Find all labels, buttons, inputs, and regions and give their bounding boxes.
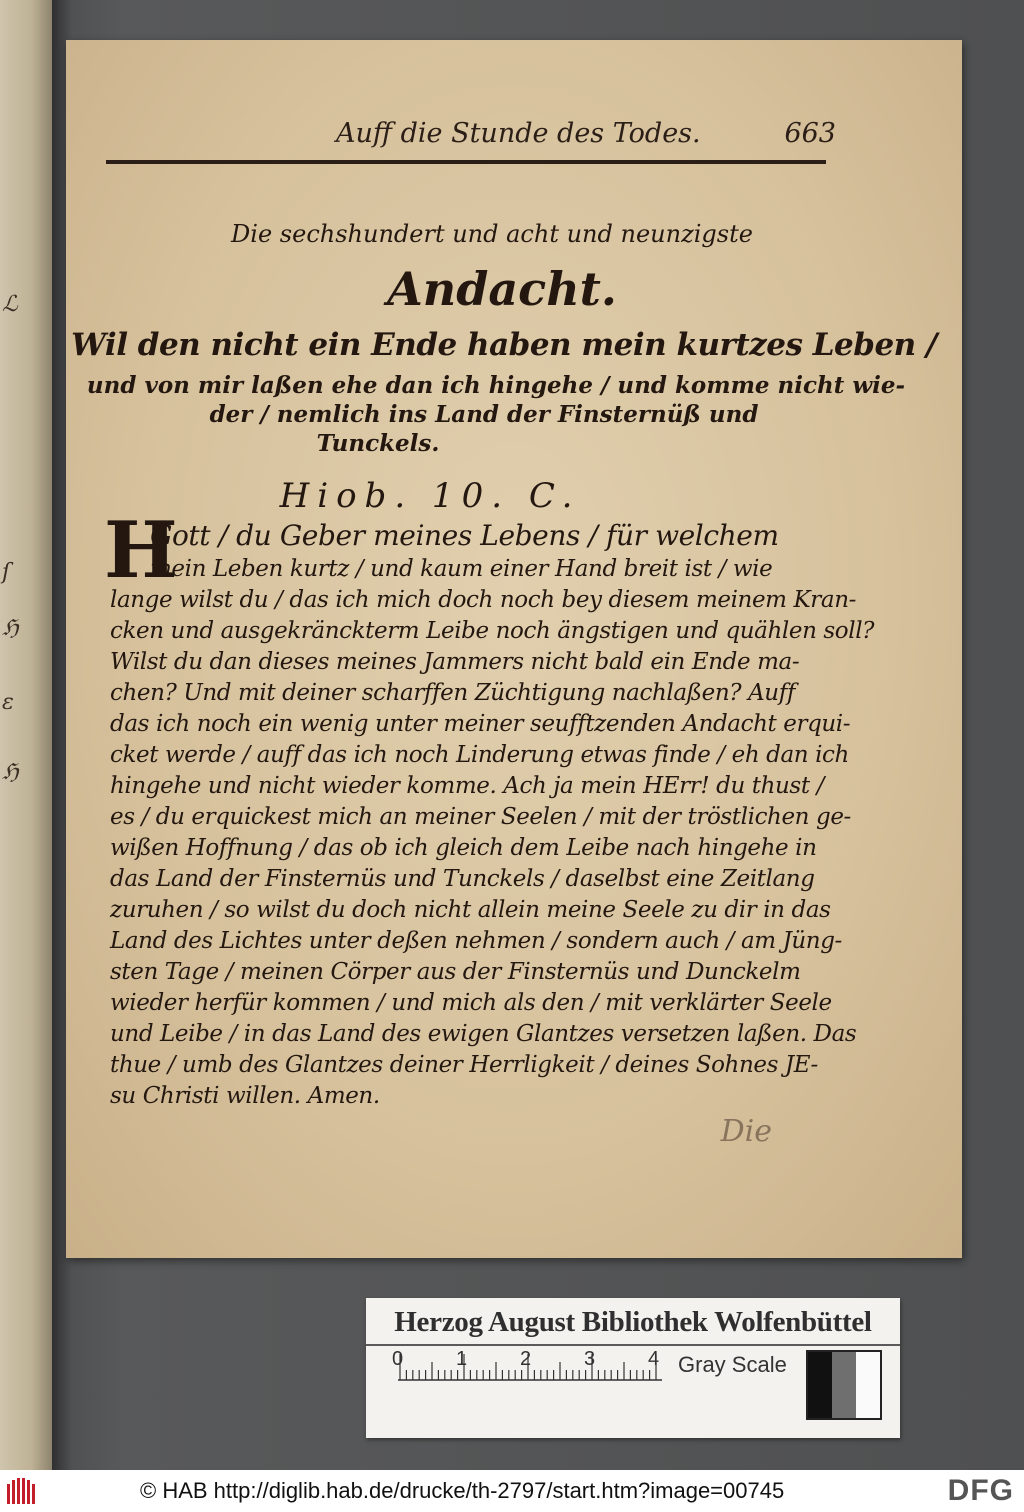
text-line: mein Leben kurtz / und kaum einer Hand breit ist / wie xyxy=(150,556,773,582)
label-divider xyxy=(366,1344,900,1346)
subtitle-line: der / nemlich ins Land der Finsternüß und xyxy=(209,401,759,428)
book-page xyxy=(66,40,962,1258)
text-line: es / du erquickest mich an meiner Seelen / mit der tröstlichen ge- xyxy=(110,804,851,830)
ruler-number: 1 xyxy=(456,1348,468,1370)
subtitle-line: und von mir laßen ehe dan ich hingehe / und komme nicht wie- xyxy=(86,372,906,399)
gray-scale-label: Gray Scale xyxy=(678,1352,787,1377)
text-line: das ich noch ein wenig unter meiner seufftzenden Andacht erqui- xyxy=(110,711,851,737)
dfg-logo: DFG xyxy=(947,1474,1014,1507)
bible-citation: Hiob. 10. C. xyxy=(279,476,581,516)
hab-logo-icon xyxy=(6,1476,40,1506)
section-title: Andacht. xyxy=(387,262,617,316)
gray-swatch-black xyxy=(808,1352,832,1418)
text-line: lange wilst du / das ich mich doch noch bey diesem meinem Kran- xyxy=(110,587,856,613)
subtitle-line: Wil den nicht ein Ende haben mein kurtzes Leben / xyxy=(71,327,937,363)
ruler-number: 0 xyxy=(392,1348,404,1370)
gray-scale-swatches xyxy=(806,1350,882,1420)
subtitle-line: Tunckels. xyxy=(316,430,440,457)
text-line: Land des Lichtes unter deßen nehmen / sondern auch / am Jüng- xyxy=(110,928,842,954)
ruler-number: 3 xyxy=(584,1348,596,1370)
text-line: cken und ausgekränckterm Leibe noch ängstigen und quählen soll? xyxy=(110,618,875,644)
running-head xyxy=(106,110,836,164)
text-line: cket werde / auff das ich noch Linderung etwas finde / eh dan ich xyxy=(110,742,849,768)
text-line: Gott / du Geber meines Lebens / für welchem xyxy=(150,519,779,552)
ruler-number: 4 xyxy=(648,1348,660,1370)
text-line: und Leibe / in das Land des ewigen Glantzes versetzen laßen. Das xyxy=(110,1021,857,1047)
running-title: Auff die Stunde des Todes. xyxy=(336,118,701,149)
gray-swatch-white xyxy=(856,1352,880,1418)
text-line: chen? Und mit deiner scharffen Züchtigung nachlaßen? Auff xyxy=(110,680,795,706)
text-line: das Land der Finsternüs und Tunckels / daselbst eine Zeitlang xyxy=(110,866,815,892)
text-line: zuruhen / so wilst du doch nicht allein meine Seele zu dir in das xyxy=(110,897,831,923)
copyright-url[interactable]: © HAB http://diglib.hab.de/drucke/th-2797/start.htm?image=00745 xyxy=(140,1478,785,1503)
library-name: Herzog August Bibliothek Wolfenbüttel xyxy=(394,1306,872,1338)
page-edge-fragment: ℒ xyxy=(2,292,18,317)
page-edge-fragment: ℌ xyxy=(2,760,19,785)
text-line: su Christi willen. Amen. xyxy=(110,1083,380,1109)
section-heading: Die sechshundert und acht und neunzigste xyxy=(231,220,753,248)
library-label xyxy=(366,1298,900,1438)
ruler-number: 2 xyxy=(520,1348,532,1370)
text-line: hingehe und nicht wieder komme. Ach ja mein HErr! du thust / xyxy=(110,773,824,799)
footer-bar xyxy=(0,1470,1024,1512)
catchword: Die xyxy=(720,1114,772,1149)
page-edge-fragment: ſ xyxy=(2,560,11,585)
page-edge-fragment: ℌ xyxy=(2,616,19,641)
prayer-text xyxy=(104,505,875,1112)
text-line: thue / umb des Glantzes deiner Herrligkeit / deines Sohnes JE- xyxy=(110,1052,818,1078)
text-line: wieder herfür kommen / und mich als den / mit verklärter Seele xyxy=(110,990,832,1016)
text-line: wißen Hoffnung / das ob ich gleich dem Leibe nach hingehe in xyxy=(110,835,817,861)
page-number: 663 xyxy=(784,118,836,149)
drop-cap: H xyxy=(104,505,178,596)
gray-swatch-mid xyxy=(832,1352,856,1418)
text-line: Wilst du dan dieses meines Jammers nicht bald ein Ende ma- xyxy=(110,649,800,675)
text-line: sten Tage / meinen Cörper aus der Finsternüs und Dunckelm xyxy=(110,959,801,985)
page-edge-fragment: ɛ xyxy=(2,690,14,715)
